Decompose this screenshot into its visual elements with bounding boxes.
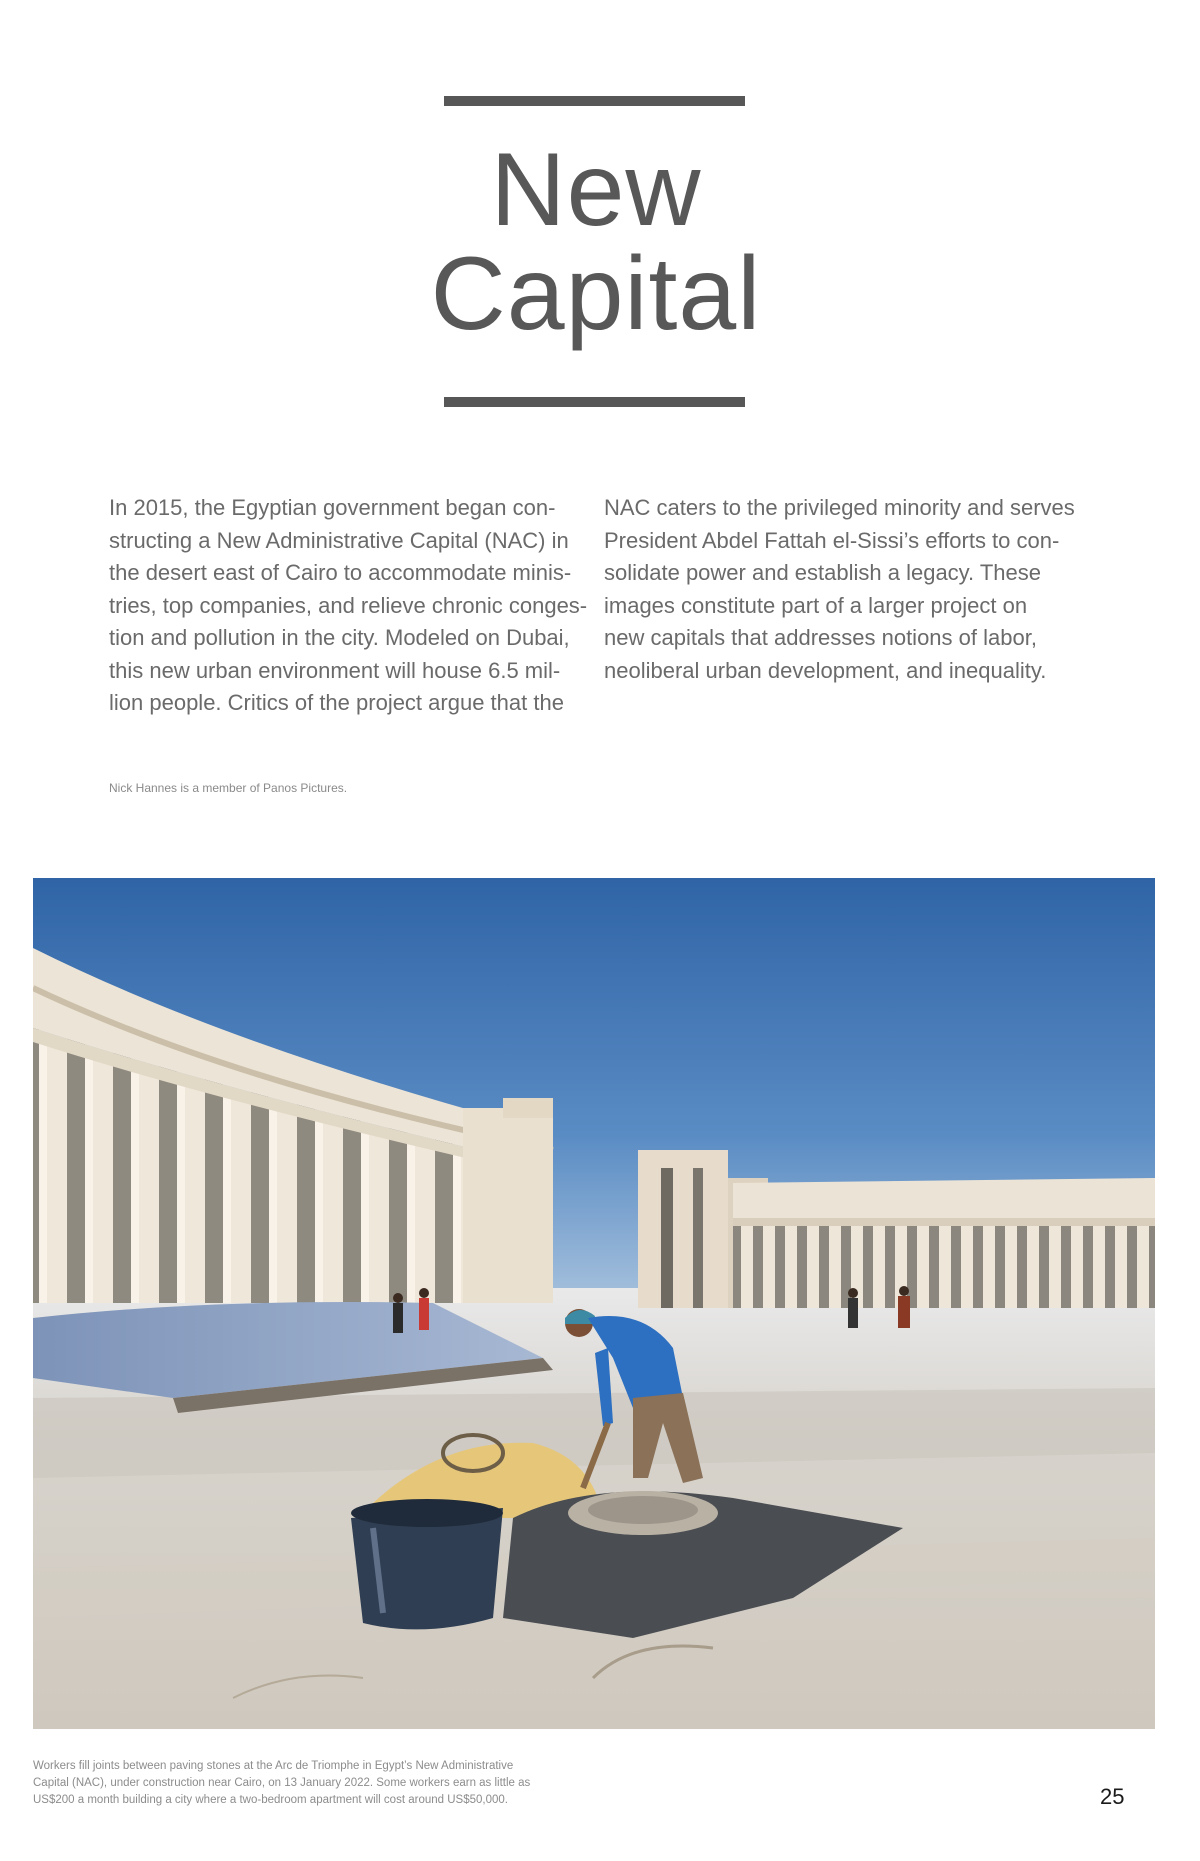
body-line: neoliberal urban development, and inequality. bbox=[604, 657, 1047, 683]
body-line: NAC caters to the privileged minority and serves bbox=[604, 495, 1075, 520]
bucket bbox=[351, 1499, 503, 1629]
body-line: solidate power and establish a legacy. These bbox=[604, 560, 1042, 585]
right-colonnade bbox=[733, 1178, 1155, 1308]
body-line: President Abdel Fattah el-Sissi’s efforts to con- bbox=[604, 527, 1060, 553]
body-line: this new urban environment will house 6.5 mil- bbox=[109, 657, 561, 683]
title-line-1: New bbox=[490, 132, 702, 248]
body-line: structing a New Administrative Capital (NAC) in bbox=[109, 527, 569, 553]
photo-caption bbox=[33, 1758, 633, 1809]
body-line: new capitals that addresses notions of labor, bbox=[604, 625, 1037, 650]
title-rule-top bbox=[444, 96, 745, 106]
body-line: tion and pollution in the city. Modeled on Dubai, bbox=[109, 625, 570, 650]
caption-line: Capital (NAC), under construction near Cairo, on 13 January 2022. Some workers earn as little as bbox=[33, 1777, 531, 1789]
body-line: tries, top companies, and relieve chronic conges- bbox=[109, 592, 588, 618]
body-paragraph-left bbox=[109, 492, 588, 720]
body-text-left-column bbox=[109, 492, 588, 720]
body-line: the desert east of Cairo to accommodate minis- bbox=[109, 560, 572, 585]
construction-site-photo bbox=[33, 878, 1155, 1729]
body-line: In 2015, the Egyptian government began con- bbox=[109, 495, 556, 520]
caption-line: US$200 a month building a city where a two-bedroom apartment will cost around US$50,000. bbox=[33, 1794, 508, 1806]
title-line-2: Capital bbox=[430, 236, 762, 352]
photographer-credit: Nick Hannes is a member of Panos Pictures. bbox=[109, 781, 348, 795]
caption-line: Workers fill joints between paving stones at the Arc de Triomphe in Egypt’s New Administrative bbox=[33, 1760, 514, 1772]
body-paragraph-right bbox=[604, 492, 1079, 687]
page-title bbox=[300, 132, 892, 352]
title-rule-bottom bbox=[444, 397, 745, 407]
page-number: 25 bbox=[1100, 1784, 1125, 1809]
body-text-right-column bbox=[604, 492, 1079, 687]
body-line: images constitute part of a larger project on bbox=[604, 592, 1028, 618]
body-line: lion people. Critics of the project argue that the bbox=[109, 690, 564, 715]
photo-illustration bbox=[33, 878, 1155, 1729]
